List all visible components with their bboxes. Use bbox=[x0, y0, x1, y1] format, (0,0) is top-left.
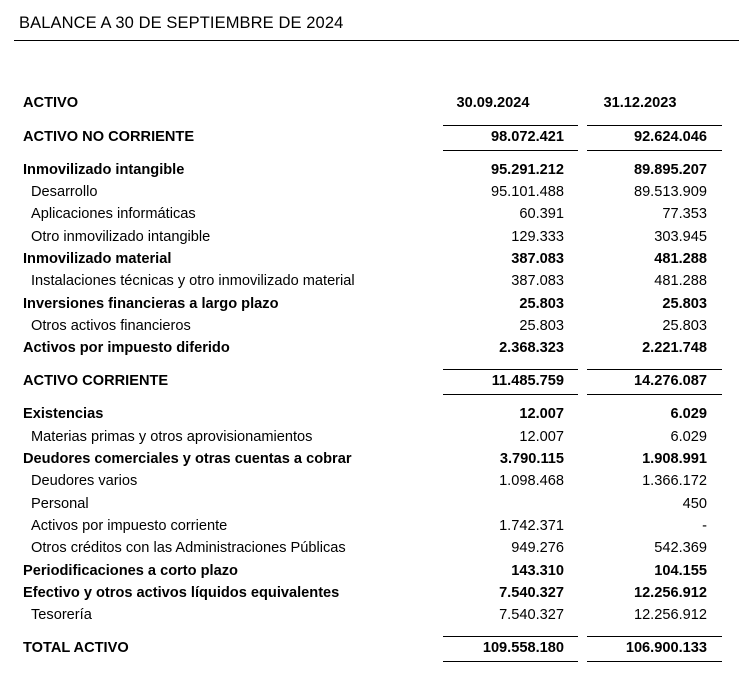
table-row bbox=[0, 582, 739, 604]
row-label: Otros créditos con las Administraciones Públicas bbox=[31, 540, 346, 556]
row-value-col-2: 1.908.991 bbox=[642, 451, 707, 467]
row-label: ACTIVO CORRIENTE bbox=[23, 373, 169, 389]
table-row bbox=[0, 403, 739, 425]
table-row bbox=[0, 248, 739, 270]
table-row bbox=[0, 226, 739, 248]
table-row-activo-corriente bbox=[0, 370, 739, 392]
table-row bbox=[0, 181, 739, 203]
row-label: Desarrollo bbox=[31, 184, 98, 200]
row-label: Otros activos financieros bbox=[31, 318, 191, 334]
document-title: BALANCE A 30 DE SEPTIEMBRE DE 2024 bbox=[19, 14, 344, 32]
row-label: Deudores comerciales y otras cuentas a cobrar bbox=[23, 451, 352, 467]
table-row bbox=[0, 537, 739, 559]
row-value-col-1: 387.083 bbox=[511, 251, 564, 267]
row-value-col-2: 89.513.909 bbox=[633, 184, 707, 200]
row-value-col-1: 60.391 bbox=[519, 206, 564, 222]
rule-col-2 bbox=[587, 394, 722, 395]
row-value-col-1: 12.007 bbox=[519, 406, 564, 422]
header-label: ACTIVO bbox=[23, 95, 79, 111]
row-label: Efectivo y otros activos líquidos equivalentes bbox=[23, 585, 340, 601]
row-value-col-1: 1.742.371 bbox=[499, 518, 564, 534]
rule-col-2 bbox=[587, 150, 722, 151]
row-value-col-2: 481.288 bbox=[654, 251, 707, 267]
row-label: Inmovilizado material bbox=[23, 251, 172, 267]
row-label: Inmovilizado intangible bbox=[23, 162, 185, 178]
rule-col-1 bbox=[443, 150, 578, 151]
row-value-col-2: 303.945 bbox=[654, 229, 707, 245]
header-col-1: 30.09.2024 bbox=[456, 95, 530, 111]
row-value-col-1: 95.101.488 bbox=[490, 184, 564, 200]
header-col-2: 31.12.2023 bbox=[603, 95, 677, 111]
row-value-col-1: 98.072.421 bbox=[490, 129, 564, 145]
row-value-col-2: 25.803 bbox=[662, 296, 707, 312]
table-row-total-activo bbox=[0, 637, 739, 659]
row-value-col-1: 109.558.180 bbox=[482, 640, 564, 656]
row-label: Materias primas y otros aprovisionamientos bbox=[31, 429, 313, 445]
row-value-col-1: 25.803 bbox=[519, 296, 564, 312]
row-value-col-2: 481.288 bbox=[654, 273, 707, 289]
table-row bbox=[0, 448, 739, 470]
table-row bbox=[0, 337, 739, 359]
row-label: Deudores varios bbox=[31, 473, 138, 489]
row-value-col-1: 143.310 bbox=[511, 563, 564, 579]
row-value-col-2: 25.803 bbox=[662, 318, 707, 334]
rule-col-1 bbox=[443, 394, 578, 395]
table-row bbox=[0, 159, 739, 181]
row-label: TOTAL ACTIVO bbox=[23, 640, 129, 656]
row-label: Periodificaciones a corto plazo bbox=[23, 563, 238, 579]
row-value-col-2: 12.256.912 bbox=[633, 585, 707, 601]
row-label: Aplicaciones informáticas bbox=[31, 206, 196, 222]
row-label: Tesorería bbox=[31, 607, 92, 623]
table-row bbox=[0, 270, 739, 292]
row-value-col-2: 450 bbox=[682, 496, 707, 512]
table-row-activo-no-corriente bbox=[0, 126, 739, 148]
table-header bbox=[0, 92, 739, 114]
row-label: Activos por impuesto corriente bbox=[31, 518, 228, 534]
row-value-col-2: 92.624.046 bbox=[633, 129, 707, 145]
table-row bbox=[0, 515, 739, 537]
row-value-col-1: 7.540.327 bbox=[499, 607, 564, 623]
row-label: Otro inmovilizado intangible bbox=[31, 229, 211, 245]
row-value-col-2: 1.366.172 bbox=[642, 473, 707, 489]
row-label: Instalaciones técnicas y otro inmovilizado material bbox=[31, 273, 355, 289]
row-value-col-2: 6.029 bbox=[670, 429, 707, 445]
table-row bbox=[0, 293, 739, 315]
table-row bbox=[0, 315, 739, 337]
row-label: Inversiones financieras a largo plazo bbox=[23, 296, 279, 312]
row-label: ACTIVO NO CORRIENTE bbox=[23, 129, 195, 145]
row-value-col-1: 1.098.468 bbox=[499, 473, 564, 489]
table-row bbox=[0, 604, 739, 626]
rule-col-1 bbox=[443, 661, 578, 662]
table-row bbox=[0, 493, 739, 515]
title-divider bbox=[14, 40, 739, 41]
row-label: Activos por impuesto diferido bbox=[23, 340, 230, 356]
row-value-col-2: 14.276.087 bbox=[633, 373, 707, 389]
row-value-col-2: 89.895.207 bbox=[633, 162, 707, 178]
table-row bbox=[0, 470, 739, 492]
row-value-col-1: 11.485.759 bbox=[491, 373, 564, 389]
row-value-col-2: 6.029 bbox=[670, 406, 707, 422]
row-value-col-2: 2.221.748 bbox=[642, 340, 707, 356]
row-label: Personal bbox=[31, 496, 89, 512]
row-value-col-2: 542.369 bbox=[654, 540, 707, 556]
row-value-col-2: 106.900.133 bbox=[625, 640, 707, 656]
row-value-col-1: 2.368.323 bbox=[499, 340, 564, 356]
row-value-col-1: 25.803 bbox=[519, 318, 564, 334]
rule-col-2 bbox=[587, 661, 722, 662]
row-value-col-1: 7.540.327 bbox=[499, 585, 564, 601]
row-value-col-2: 12.256.912 bbox=[633, 607, 707, 623]
row-value-col-2: 104.155 bbox=[654, 563, 707, 579]
row-value-col-1: 12.007 bbox=[519, 429, 564, 445]
table-row bbox=[0, 203, 739, 225]
row-label: Existencias bbox=[23, 406, 104, 422]
table-row bbox=[0, 426, 739, 448]
row-value-col-2: 77.353 bbox=[662, 206, 707, 222]
row-value-col-1: 129.333 bbox=[511, 229, 564, 245]
table-row bbox=[0, 560, 739, 582]
row-value-col-1: 3.790.115 bbox=[499, 451, 564, 467]
row-value-col-1: 949.276 bbox=[511, 540, 564, 556]
row-value-col-2: - bbox=[702, 518, 707, 534]
row-value-col-1: 387.083 bbox=[511, 273, 564, 289]
row-value-col-1: 95.291.212 bbox=[490, 162, 564, 178]
